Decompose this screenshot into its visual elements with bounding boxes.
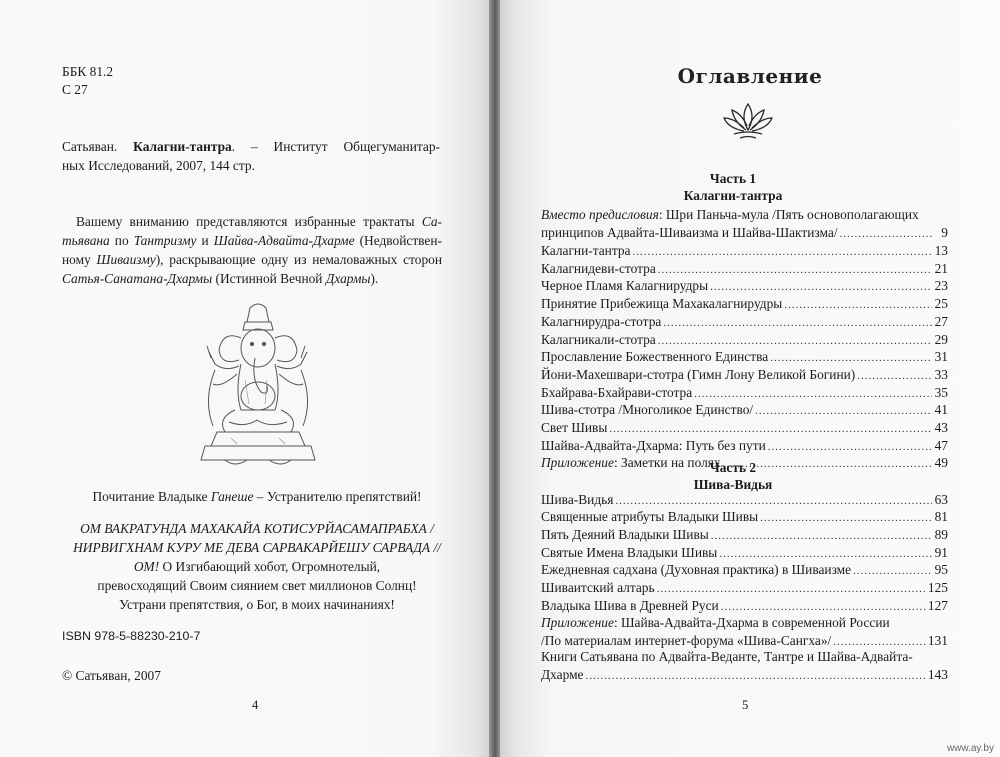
toc-part1-entries — [541, 241, 948, 453]
toc-entry-page: 131 — [927, 633, 948, 649]
mantra-line: НИРВИГХНАМ КУРУ МЕ ДЕВА САРВАКАРЙЕШУ САРВАДА // — [73, 540, 441, 555]
toc-entry-page: 47 — [934, 437, 948, 453]
toc-part2 — [541, 490, 948, 649]
mantra-translation: превосходящий Своим сиянием свет миллионов Солнц! — [97, 578, 417, 593]
toc-entry[interactable] — [541, 241, 948, 259]
toc-entry-page: 91 — [934, 544, 948, 560]
toc-entry-title: Ежедневная садхана (Духовная практика) в Шиваизме — [541, 562, 852, 578]
citation-line2: ных Исследований, 2007, 144 стр. — [62, 158, 255, 173]
part2-title: Шива-Видья — [693, 477, 773, 492]
toc-entry-page: 23 — [934, 278, 948, 294]
toc-entry-page: 29 — [934, 331, 948, 347]
abstract-text: (Недвойствен- — [354, 233, 442, 248]
abstract-italic: Тантризму — [133, 233, 197, 248]
toc-entry-page: 143 — [927, 667, 948, 683]
toc-italic-label: Вместо предисловия — [541, 207, 659, 222]
toc-entry-page: 9 — [941, 225, 948, 241]
abstract-text: и — [196, 233, 214, 248]
abstract-text: по — [109, 233, 134, 248]
toc-entry-title: Калагникали-стотра — [541, 331, 656, 347]
toc-leader — [721, 600, 926, 614]
toc-entry-title: Святые Имена Владыки Шивы — [541, 544, 718, 560]
citation-publisher: . – Институт Общегуманитар- — [231, 139, 440, 154]
toc-entry-page: 35 — [934, 384, 948, 400]
toc-entry-page: 63 — [934, 491, 948, 507]
toc-entry[interactable] — [541, 490, 948, 508]
mantra-om: ОМ! — [133, 559, 160, 574]
toc-entry[interactable] — [541, 365, 948, 383]
lotus-ornament — [722, 100, 774, 140]
toc-entry-preface[interactable] — [541, 206, 948, 224]
toc-entry-page: 33 — [934, 366, 948, 382]
abstract — [62, 212, 442, 288]
copyright: © Сатьяван, 2007 — [62, 668, 161, 683]
toc-entry-page: 95 — [934, 562, 948, 578]
abstract-italic: тьявана — [62, 233, 110, 248]
toc-entry-title: Прославление Божественного Единства — [541, 349, 769, 365]
toc-entry[interactable] — [541, 508, 948, 526]
abstract-text: (Истинной Вечной — [212, 271, 326, 286]
toc-entry-page: 81 — [934, 509, 948, 525]
toc-entry[interactable] — [541, 383, 948, 401]
page-number-right: 5 — [742, 698, 749, 712]
toc-leader — [658, 334, 932, 348]
toc-entry[interactable] — [541, 330, 948, 348]
toc-entry-title: Шиваитский алтарь — [541, 580, 655, 596]
toc-entry-preface-cont[interactable] — [541, 224, 948, 242]
toc-entry-title: Калагнирудра-стотра — [541, 313, 662, 329]
toc-entry-appendix2-cont[interactable] — [541, 632, 948, 650]
author-mark: С 27 — [62, 82, 88, 97]
toc-leader — [840, 227, 932, 241]
toc-entry-page: 41 — [934, 402, 948, 418]
toc-entry-title: Принятие Прибежища Махакалагнирудры — [541, 296, 783, 312]
toc-leader — [768, 440, 932, 454]
mantra-translation: Устрани препятствия, о Бог, в моих начинаниях! — [119, 597, 395, 612]
invocation-text: Почитание Владыке — [92, 489, 211, 504]
toc-entry-title: Шайва-Адвайта-Дхарма: Путь без пути — [541, 437, 766, 453]
toc-entry-title: Пять Деяний Владыки Шивы — [541, 527, 709, 543]
citation-title: Калагни-тантра — [133, 139, 232, 154]
toc-entry[interactable] — [541, 294, 948, 312]
toc-leader — [755, 404, 932, 418]
toc-entry-page: 25 — [934, 296, 948, 312]
mantra-block — [40, 519, 474, 614]
toc-leader — [853, 564, 932, 578]
toc-part2-entries — [541, 490, 948, 614]
toc-entry[interactable] — [541, 401, 948, 419]
bibliographic-citation — [62, 137, 440, 175]
toc-entry-title: Священные атрибуты Владыки Шивы — [541, 509, 759, 525]
toc-part1 — [541, 206, 948, 471]
toc-leader — [760, 511, 932, 525]
toc-entry-title: Калагни-тантра — [541, 243, 631, 259]
toc-leader — [710, 280, 932, 294]
toc-entry[interactable] — [541, 277, 948, 295]
mantra-translation: О Изгибающий хобот, Огромнотелый, — [159, 559, 381, 574]
toc-leader — [615, 494, 932, 508]
toc-entry[interactable] — [541, 543, 948, 561]
toc-entry[interactable] — [541, 436, 948, 454]
toc-entry-page: 89 — [934, 527, 948, 543]
abstract-italic: Шайва-Адвайта-Дхарме — [213, 233, 355, 248]
invocation — [50, 487, 464, 506]
toc-entry-page: 125 — [927, 580, 948, 596]
abstract-italic: Шиваизму — [96, 252, 156, 267]
toc-entry-title: Дхарме — [541, 667, 584, 683]
toc-entry-title: Владыка Шива в Древней Руси — [541, 597, 719, 613]
toc-leader — [694, 387, 932, 401]
bbk-code: ББК 81.2 — [62, 64, 114, 79]
toc-entry-title: Свет Шивы — [541, 419, 608, 435]
toc-italic-label: Приложение — [541, 614, 614, 630]
ganesha-illustration — [195, 300, 321, 470]
toc-entry-title: Шива-Видья — [541, 491, 614, 507]
toc-entry-title: Черное Пламя Калагнирудры — [541, 278, 709, 294]
abstract-text: ному — [62, 252, 97, 267]
toc-entry-page: 13 — [934, 243, 948, 259]
toc-leader — [857, 369, 932, 383]
toc-entry-title: Йони-Махешвари-стотра (Гимн Лону Великой Богини) — [541, 366, 856, 382]
toc-entry[interactable] — [541, 418, 948, 436]
toc-entry-books-cont[interactable] — [541, 666, 948, 684]
toc-entry-page: 31 — [934, 349, 948, 365]
toc-entry-title: Бхайрава-Бхайрави-стотра — [541, 384, 693, 400]
toc-entry-title: : Заметки на полях — [613, 455, 721, 471]
toc-entry[interactable] — [541, 578, 948, 596]
toc-leader — [586, 669, 926, 683]
citation-author: Сатьяван. — [62, 139, 134, 154]
mantra-line: ОМ ВАКРАТУНДА МАХАКАЙА КОТИСУРЙАСАМАПРАБХА / — [80, 521, 434, 536]
part2-label: Часть 2 — [709, 460, 757, 475]
toc-entry[interactable] — [541, 596, 948, 614]
invocation-italic: Ганеше — [210, 489, 254, 504]
toc-entry-title: : Шри Паньча-мула /Пять основополагающих — [658, 207, 919, 222]
toc-entry-title: Калагнидеви-стотра — [541, 260, 656, 276]
left-page — [0, 0, 492, 757]
isbn: ISBN 978-5-88230-210-7 — [62, 629, 201, 643]
toc-entry-books[interactable]: Книги Сатьявана по Адвайта-Веданте, Тантре и Шайва-Адвайта- — [541, 649, 913, 664]
toc-leader — [633, 245, 932, 259]
toc-leader — [711, 529, 932, 543]
toc-leader — [609, 422, 932, 436]
abstract-italic: Дхармы — [325, 271, 371, 286]
part1-title: Калагни-тантра — [683, 188, 783, 203]
abstract-text: ), раскрывающие одну из немаловажных сторон — [155, 252, 442, 267]
toc-entry-page: 21 — [934, 260, 948, 276]
toc-entry-title: /По материалам интернет-форума «Шива-Сангха»/ — [541, 633, 832, 649]
toc-leader — [663, 316, 932, 330]
toc-leader — [719, 547, 932, 561]
part1-label: Часть 1 — [709, 171, 757, 186]
toc-entry[interactable] — [541, 525, 948, 543]
toc-entry-page: 49 — [934, 455, 948, 471]
toc-entry-title: Шива-стотра /Многоликое Единство/ — [541, 402, 754, 418]
toc-entry[interactable] — [541, 259, 948, 277]
toc-entry-page: 127 — [927, 597, 948, 613]
toc-leader — [770, 351, 932, 365]
abstract-italic: Са- — [421, 214, 442, 229]
toc-leader — [657, 582, 926, 596]
abstract-italic: Сатья-Санатана-Дхармы — [62, 271, 213, 286]
watermark: www.ay.by — [946, 743, 994, 754]
toc-leader — [784, 298, 932, 312]
toc-entry-appendix2[interactable] — [541, 614, 948, 632]
page-number-left: 4 — [252, 698, 259, 712]
toc-entry-page: 43 — [934, 419, 948, 435]
toc-entry-title: принципов Адвайта-Шиваизма и Шайва-Шактизма/ — [541, 225, 838, 241]
toc-entry[interactable] — [541, 312, 948, 330]
toc-entry-page: 27 — [934, 313, 948, 329]
toc-entry[interactable] — [541, 561, 948, 579]
abstract-text: ). — [370, 271, 379, 286]
toc-leader — [658, 263, 932, 277]
toc-entry[interactable] — [541, 348, 948, 366]
toc-books — [541, 648, 948, 683]
toc-italic-label: Приложение — [541, 455, 614, 471]
toc-heading: Оглавление — [677, 64, 823, 88]
invocation-text: – Устранителю препятствий! — [253, 489, 422, 504]
abstract-text: Вашему вниманию представляются избранные трактаты — [76, 214, 422, 229]
toc-entry-title: : Шайва-Адвайта-Дхарма в современной России — [613, 614, 890, 630]
